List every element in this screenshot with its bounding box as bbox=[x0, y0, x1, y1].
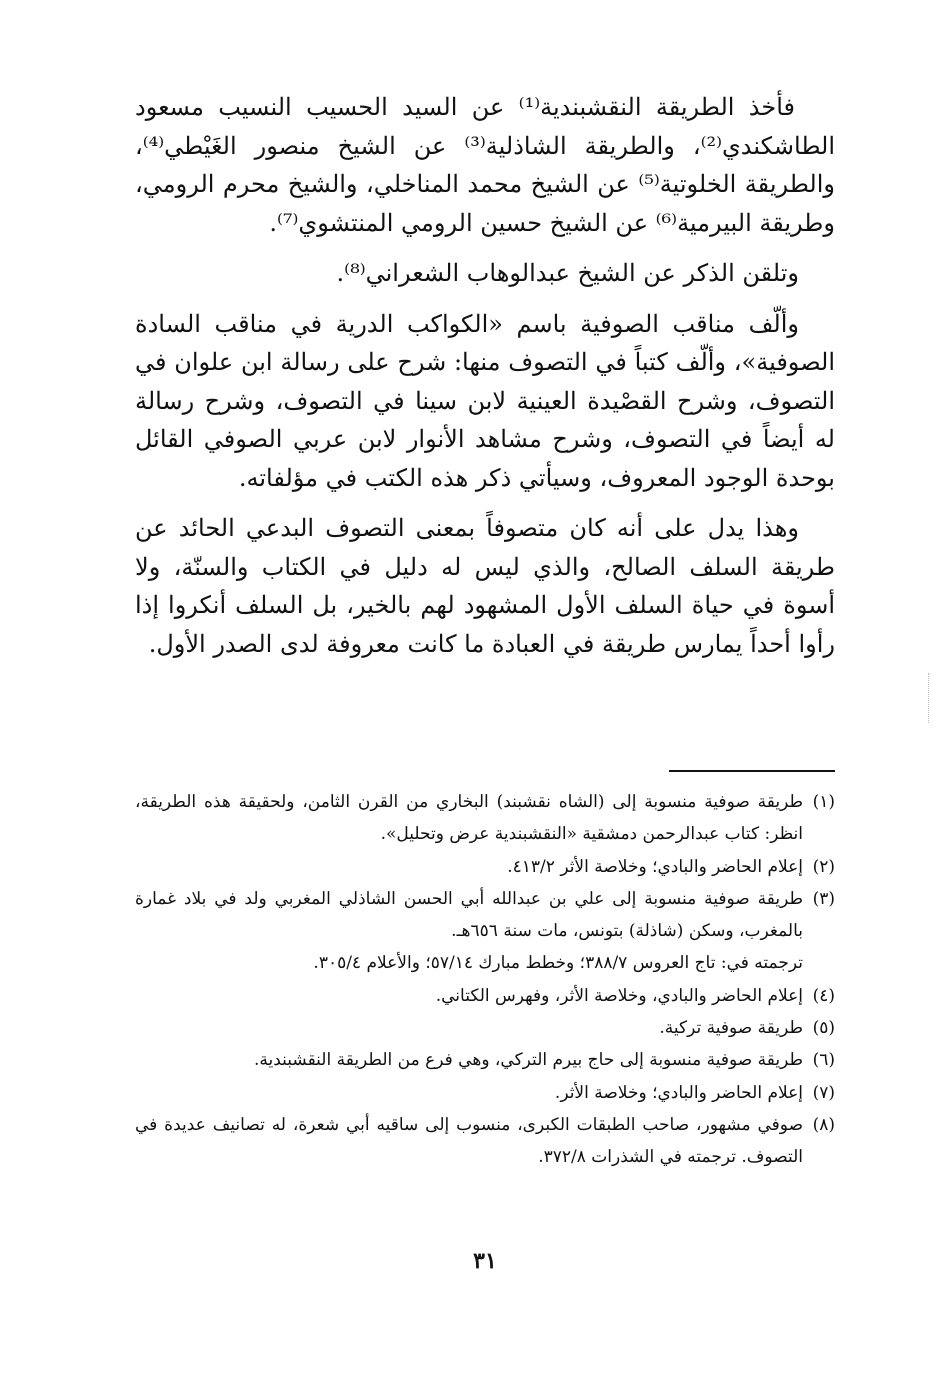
footnote-text: طريقة صوفية منسوبة إلى (الشاه نقشبند) البخاري من القرن الثامن، ولحقيقة هذه الطريقة، انظر: كتاب عبدالرحمن دمشقية «النقشبندية عرض وتحليل». bbox=[135, 792, 803, 845]
footnote-number: (٨) bbox=[812, 1114, 835, 1135]
footnote-text: إعلام الحاضر والبادي؛ وخلاصة الأثر ٤١٣/٢. bbox=[507, 856, 803, 877]
footnote-number: (٧) bbox=[812, 1082, 835, 1103]
footnote-3 bbox=[135, 883, 835, 948]
footnote-text: إعلام الحاضر والبادي، وخلاصة الأثر، وفهرس الكتاني. bbox=[435, 985, 803, 1006]
footnote-number: (٥) bbox=[812, 1018, 835, 1039]
footnote-number: (٤) bbox=[812, 985, 835, 1006]
footnote-5 bbox=[135, 1012, 835, 1044]
paragraph-3: وألّف مناقب الصوفية باسم «الكواكب الدرية في مناقب السادة الصوفية»، وألّف كتباً في التصوف منها: شرح على رسالة ابن علوان في التصوف، وشرح القصْيدة العينية لابن سينا في التصوف، وشرح رسالة له أيضاً في التصوف، وشرح مشاهد الأنوار لابن عربي الصوفي القائل بوحدة الوجود المعروف، وسيأتي ذكر هذه الكتب في مؤلفاته. bbox=[135, 309, 835, 492]
footnote-text: طريقة صوفية منسوبة إلى علي بن عبدالله أبي الحسن الشاذلي المغربي ولد في بلاد غمارة بالمغرب، وسكن (شاذلة) بتونس، مات سنة ٦٥٦هـ. bbox=[135, 888, 803, 942]
book-page bbox=[135, 88, 835, 1368]
paragraph-1: فأخذ الطريقة النقشبندية⁽¹⁾ عن السيد الحسيب النسيب مسعود الطاشكندي⁽²⁾، والطريقة الشاذلية⁽³⁾ عن الشيخ منصور الغَيْطي⁽⁴⁾، والطريقة الخلوتية⁽⁵⁾ عن الشيخ محمد المناخلي، والشيخ محرم الرومي، وطريقة البيرمية⁽⁶⁾ عن الشيخ حسين الرومي المنتشوي⁽⁷⁾. bbox=[135, 93, 835, 237]
footnote-text: طريقة صوفية منسوبة إلى حاج بيرم التركي، وهي فرع من الطريقة النقشبندية. bbox=[253, 1050, 803, 1071]
main-text bbox=[135, 88, 835, 663]
footnote-number: (١) bbox=[812, 792, 835, 812]
footnote-1 bbox=[135, 786, 835, 851]
footnote-6 bbox=[135, 1044, 835, 1076]
footnote-number: (٢) bbox=[812, 856, 835, 877]
paragraph-2: وتلقن الذكر عن الشيخ عبدالوهاب الشعراني⁽⁸⁾. bbox=[336, 259, 799, 287]
page-number: ٣١ bbox=[473, 1248, 497, 1274]
footnote-text: إعلام الحاضر والبادي؛ وخلاصة الأثر. bbox=[554, 1082, 803, 1103]
scan-edge-mark bbox=[928, 673, 931, 723]
paragraph-4: وهذا يدل على أنه كان متصوفاً بمعنى التصوف البدعي الحائد عن طريقة السلف الصالح، والذي ليس له دليل في الكتاب والسنّة، ولا أسوة في حياة السلف الأول المشهود لهم بالخير، بل السلف أنكروا إذا رأوا أحداً يمارس طريقة في العبادة ما كانت معروفة لدى الصدر الأول. bbox=[135, 514, 835, 658]
footnote-4 bbox=[135, 980, 835, 1012]
footnote-number: (٣) bbox=[812, 888, 835, 909]
footnote-text: طريقة صوفية تركية. bbox=[659, 1018, 803, 1039]
footnote-number: (٦) bbox=[812, 1050, 835, 1071]
footnote-3-biography: ترجمته في: تاج العروس ٣٨٨/٧؛ وخطط مبارك ٥٧/١٤؛ والأعلام ٣٠٥/٤. bbox=[313, 953, 803, 974]
footnote-2 bbox=[135, 851, 835, 883]
footnote-text: صوفي مشهور، صاحب الطبقات الكبرى، منسوب إلى ساقيه أبي شعرة، له تصانيف عديدة في التصوف. ترجمته في الشذرات ٣٧٢/٨. bbox=[135, 1114, 803, 1168]
footnotes bbox=[135, 786, 835, 1174]
footnote-8 bbox=[135, 1109, 835, 1174]
footnote-separator bbox=[669, 770, 835, 772]
footnote-7 bbox=[135, 1077, 835, 1109]
